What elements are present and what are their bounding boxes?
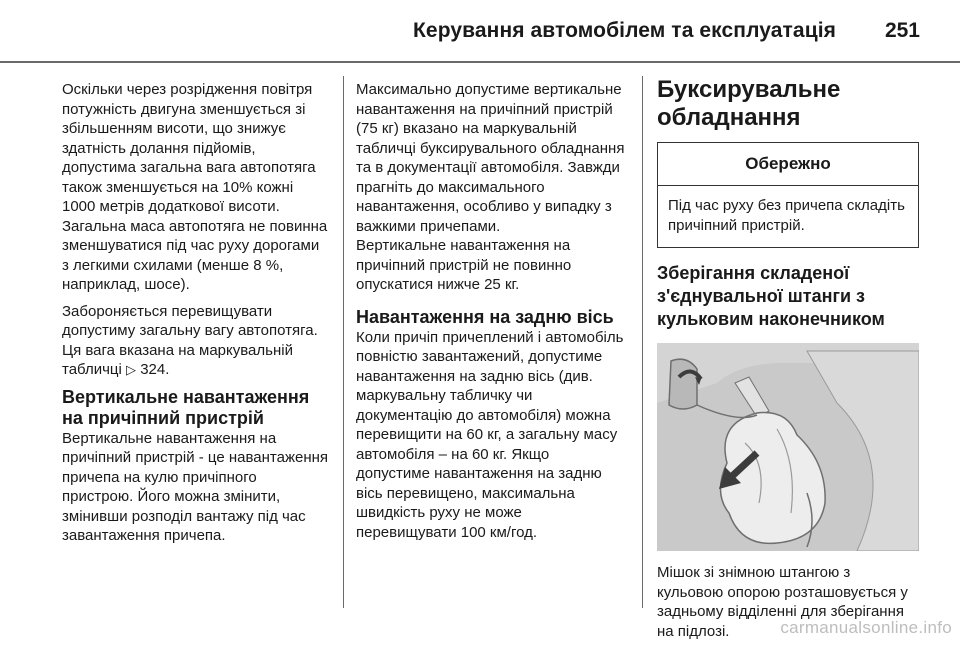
paragraph-min-vertical-load: Вертикальне навантаження на причіпний пристрій не повинно опускатися нижче 25 кг. (356, 237, 572, 293)
running-title: Керування автомобілем та експлуатація (413, 19, 836, 42)
column-divider-1 (343, 76, 344, 608)
column-left (62, 80, 330, 553)
warning-body: Під час руху без причепа складіть причіпний пристрій. (668, 197, 905, 234)
figure-caption: Мішок зі знімною штангою з кульовою опорою розташовується у задньому відділенні для зберігання на підлозі. (657, 564, 908, 640)
warning-box (657, 142, 919, 248)
page-reference-link[interactable]: 324. (140, 361, 170, 378)
paragraph-rear-axle-load: Коли причіп причеплений і автомобіль повністю завантажений, допустиме навантаження на задню вісь (див. маркувальну табличку чи документацію до автомобіля) можна перевищити на 60 кг, а загальну масу автомобіля – на 60 кг. Якщо допустиме навантаження на задню вісь перевищено, максимальна швидкість руху не може перевищувати 100 км/год. (356, 328, 624, 541)
paragraph-vertical-load: Вертикальне навантаження на причіпний пристрій - це навантаження причепа на кулю причіпного пристрою. Його можна змінити, змінивши розподіл вантажу під час завантаження причепа. (62, 429, 329, 544)
storage-bag-drawing (657, 343, 919, 551)
warning-title: Обережно (658, 143, 918, 186)
page-header (0, 0, 960, 62)
heading-vertical-load: Вертикальне навантаження на причіпний пристрій (62, 386, 310, 428)
storage-bag-illustration (657, 343, 919, 551)
heading-rear-axle-load: Навантаження на задню вісь (356, 306, 614, 327)
watermark: carmanualsonline.info (780, 618, 952, 637)
header-rule (0, 61, 960, 63)
paragraph-max-weight-text: Забороняється перевищувати допустиму загальну вагу автопотяга. Ця вага вказана на маркувальній табличці (62, 302, 318, 378)
section-title-towing-equipment: Буксирувальне обладнання (657, 76, 841, 131)
paragraph-altitude: Оскільки через розрідження повітря потужність двигуна зменшується зі збільшенням висоти, що знижує здатність долання підйомів, допустима загальна вага автопотяга також зменшується на 10% кожні 1000 метрів додаткової висоти. Загальна маса автопотяга не повинна зменшуватися під час руху дорогами з легкими схилами (менше 8 %, наприклад, шосе). (62, 81, 328, 293)
page-number: 251 (884, 19, 920, 42)
column-right (657, 76, 919, 648)
column-divider-2 (642, 76, 643, 608)
column-middle (356, 80, 626, 549)
paragraph-max-weight (62, 302, 330, 380)
heading-storage: Зберігання складеної з'єднувальної штанги з кульковим наконечником (657, 263, 885, 329)
reference-arrow-icon: ▷ (126, 362, 137, 377)
paragraph-max-vertical-load: Максимально допустиме вертикальне навантаження на причіпний пристрій (75 кг) вказано на маркувальній табличці буксирувального обладнання та в документації автомобіля. Завжди прагніть до максимального навантаження, особливо у випадку з важкими причепами. (356, 81, 625, 235)
